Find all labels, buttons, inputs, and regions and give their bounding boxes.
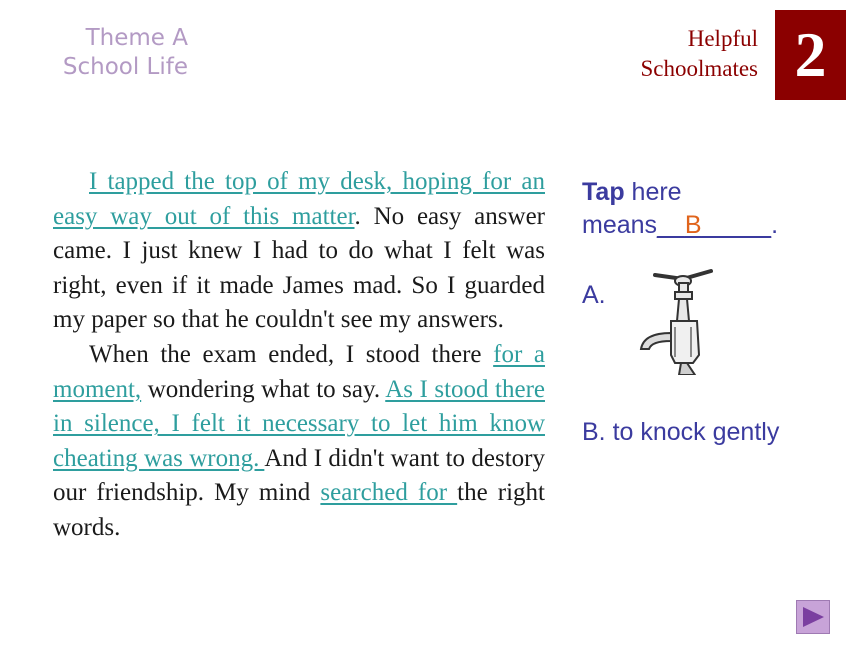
lesson-title-line-1: Helpful <box>687 26 758 51</box>
blank-pre: __ <box>657 211 685 239</box>
answer-blank <box>657 211 771 239</box>
highlighted-phrase: for a moment, <box>53 340 546 403</box>
next-slide-button[interactable] <box>796 600 830 634</box>
answer-letter: B <box>684 211 702 239</box>
paragraph-text: When the exam ended, I stood there <box>89 340 494 368</box>
highlighted-sentence: As I stood there in silence, I felt it necessary to let him know cheating was wrong. <box>53 375 545 472</box>
question-keyword: Tap <box>582 178 625 206</box>
play-triangle-icon <box>800 605 826 629</box>
question-stem: here means <box>582 178 682 239</box>
paragraph-text: . No easy answer came. I just knew I had to do what I felt was right, even if it made James mad. So I guarded my paper so that he couldn't see my answers. <box>53 202 545 334</box>
paragraph-1 <box>53 165 545 338</box>
reading-passage <box>53 165 545 546</box>
paragraph-2 <box>53 338 545 546</box>
highlighted-phrase: searched for <box>320 479 458 507</box>
question-end: . <box>771 211 779 239</box>
vocabulary-question <box>582 176 832 242</box>
option-b-label: B. to knock gently <box>582 418 780 446</box>
theme-line-2: School Life <box>62 54 188 80</box>
theme-label <box>48 24 188 82</box>
paragraph-text: wondering what to say. <box>141 375 386 403</box>
highlighted-phrase: I tapped the top of my desk, hoping for an easy way out of this matter <box>53 168 545 230</box>
lesson-title-line-2: Schoolmates <box>640 56 758 81</box>
paragraph-text: And I didn't want to destory our friendship. My mind <box>53 444 546 507</box>
theme-line-1: Theme A <box>85 25 188 51</box>
unit-number-badge: 2 <box>775 10 846 100</box>
lesson-title <box>588 24 758 84</box>
paragraph-text: the right words. <box>53 479 545 541</box>
option-a-label: A. <box>582 281 606 309</box>
faucet-image <box>635 263 725 375</box>
blank-post: _____ <box>701 211 772 239</box>
